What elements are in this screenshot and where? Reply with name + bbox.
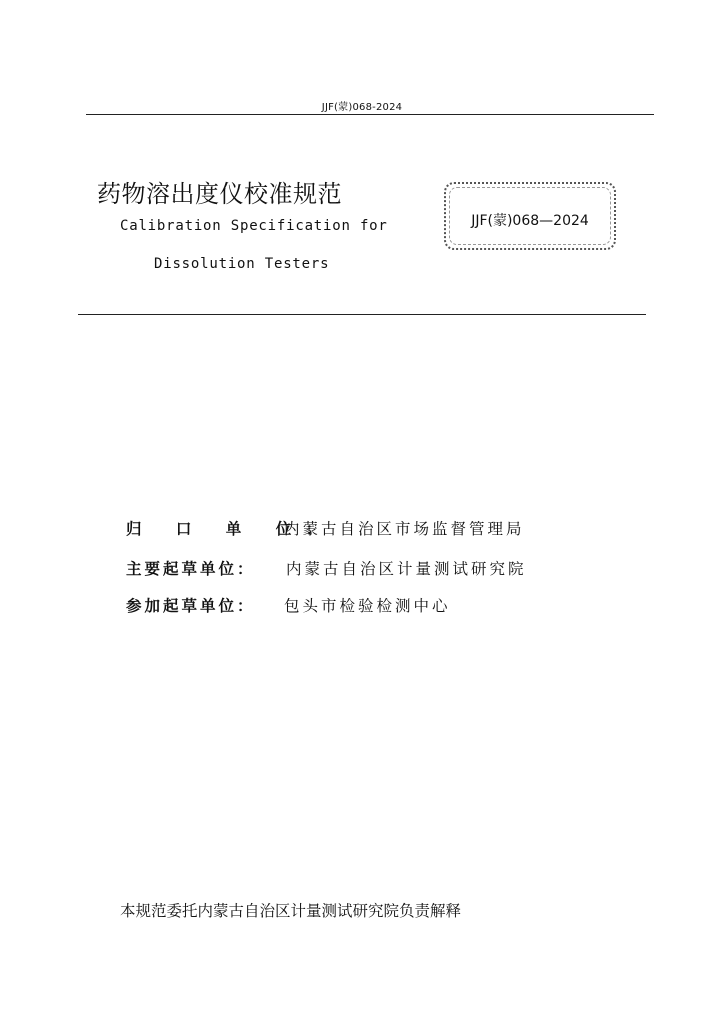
document-code-box — [444, 182, 616, 250]
document-title-english-line-1: Calibration Specification for — [120, 218, 388, 234]
interpretation-note: 本规范委托内蒙古自治区计量测试研究院负责解释 — [120, 902, 462, 920]
title-rule — [78, 314, 646, 315]
participating-drafting-unit-label: 参加起草单位： — [126, 597, 256, 615]
main-drafting-unit-label: 主要起草单位： — [126, 560, 256, 578]
header-rule — [86, 114, 654, 115]
document-title-chinese: 药物溶出度仪校准规范 — [97, 180, 342, 208]
responsible-unit-label: 归 口 单 位： — [126, 520, 336, 538]
document-code: JJF(蒙)068—2024 — [471, 213, 589, 229]
responsible-unit-value: 内蒙古自治区市场监督管理局 — [284, 520, 525, 538]
participating-drafting-unit-value: 包头市检验检测中心 — [284, 597, 451, 615]
document-title-english-line-2: Dissolution Testers — [154, 256, 330, 272]
main-drafting-unit-value: 内蒙古自治区计量测试研究院 — [286, 560, 527, 578]
page-header-code: JJF(蒙)068-2024 — [321, 102, 403, 113]
